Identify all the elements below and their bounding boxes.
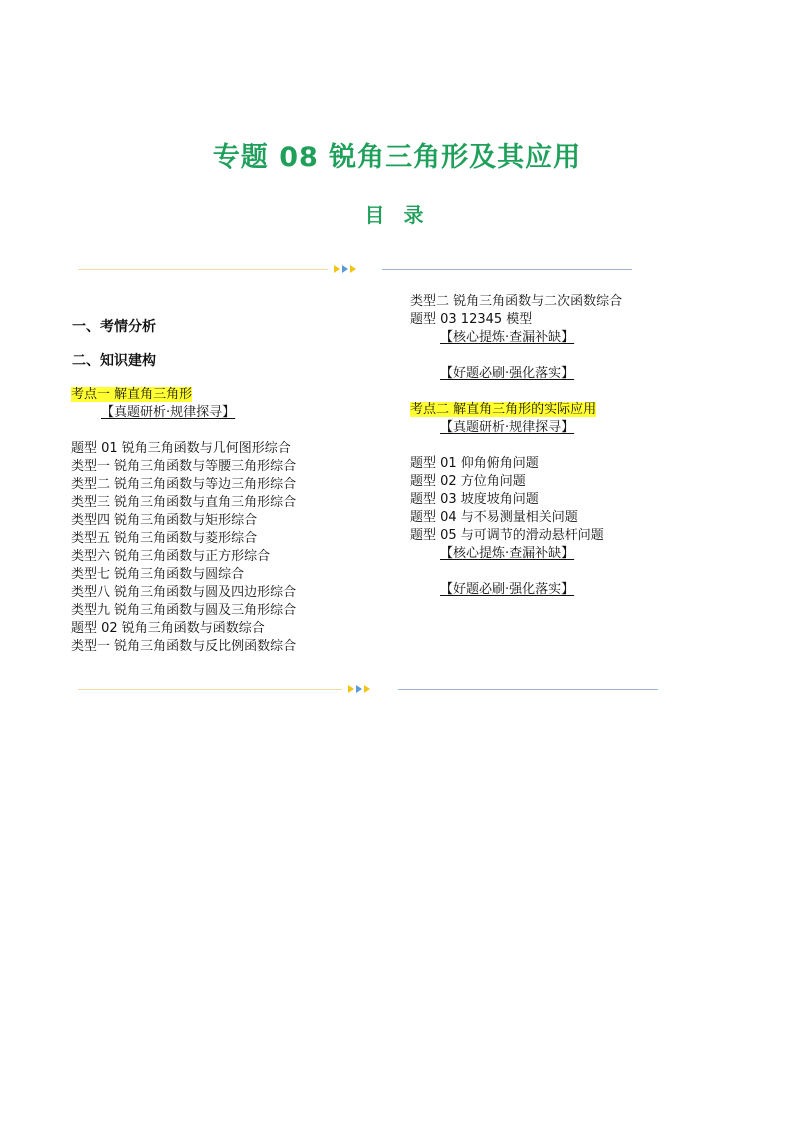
toc-item[interactable]: 类型七 锐角三角函数与圆综合 <box>71 567 245 582</box>
toc-item[interactable]: 类型三 锐角三角函数与直角三角形综合 <box>71 495 297 510</box>
arrow-icon <box>356 685 362 693</box>
arrow-icon <box>350 265 356 273</box>
toc-item[interactable]: 题型 01 锐角三角函数与几何图形综合 <box>71 441 291 456</box>
top-divider <box>78 264 638 276</box>
toc-heading: 目 录 <box>364 203 430 227</box>
page-title: 专题 08 锐角三角形及其应用 <box>212 142 582 173</box>
bottom-divider <box>78 684 668 696</box>
kaodian-1-link[interactable]: 考点一 解直角三角形 <box>71 387 193 402</box>
toc-item[interactable]: 题型 01 仰角俯角问题 <box>410 456 539 471</box>
tag-core-1[interactable]: 【核心提炼·查漏补缺】 <box>440 330 575 345</box>
toc-item[interactable]: 题型 02 方位角问题 <box>410 474 526 489</box>
section-knowledge-build[interactable]: 二、知识建构 <box>72 353 156 369</box>
tag-real-exam-2[interactable]: 【真题研析·规律探寻】 <box>440 420 575 435</box>
section-exam-analysis[interactable]: 一、考情分析 <box>72 319 156 335</box>
kaodian-2-link[interactable]: 考点二 解直角三角形的实际应用 <box>410 402 597 417</box>
arrow-icon <box>342 265 348 273</box>
toc-item[interactable]: 题型 04 与不易测量相关问题 <box>410 510 578 525</box>
arrow-icon <box>364 685 370 693</box>
right-toc-column <box>410 293 622 599</box>
tag-good-1[interactable]: 【好题必刷·强化落实】 <box>440 366 575 381</box>
toc-item[interactable]: 类型九 锐角三角函数与圆及三角形综合 <box>71 603 297 618</box>
toc-item[interactable]: 题型 02 锐角三角函数与函数综合 <box>71 621 265 636</box>
toc-item[interactable]: 题型 05 与可调节的滑动悬杆问题 <box>410 528 604 543</box>
toc-item[interactable]: 类型六 锐角三角函数与正方形综合 <box>71 549 271 564</box>
toc-item[interactable]: 类型一 锐角三角函数与反比例函数综合 <box>71 639 297 654</box>
toc-item[interactable]: 类型一 锐角三角函数与等腰三角形综合 <box>71 459 297 474</box>
toc-item[interactable]: 类型八 锐角三角函数与圆及四边形综合 <box>71 585 297 600</box>
arrow-icon <box>348 685 354 693</box>
tag-core-2[interactable]: 【核心提炼·查漏补缺】 <box>440 546 575 561</box>
tag-good-2[interactable]: 【好题必刷·强化落实】 <box>440 582 575 597</box>
toc-item[interactable]: 类型二 锐角三角函数与等边三角形综合 <box>71 477 297 492</box>
toc-item[interactable]: 题型 03 坡度坡角问题 <box>410 492 539 507</box>
arrow-icon <box>334 265 340 273</box>
toc-item[interactable]: 类型二 锐角三角函数与二次函数综合 <box>410 294 623 309</box>
toc-item[interactable]: 类型四 锐角三角函数与矩形综合 <box>71 513 258 528</box>
left-toc-column <box>71 386 296 656</box>
toc-item[interactable]: 题型 03 12345 模型 <box>410 312 533 327</box>
toc-item[interactable]: 类型五 锐角三角函数与菱形综合 <box>71 531 258 546</box>
tag-real-exam-1[interactable]: 【真题研析·规律探寻】 <box>101 405 236 420</box>
